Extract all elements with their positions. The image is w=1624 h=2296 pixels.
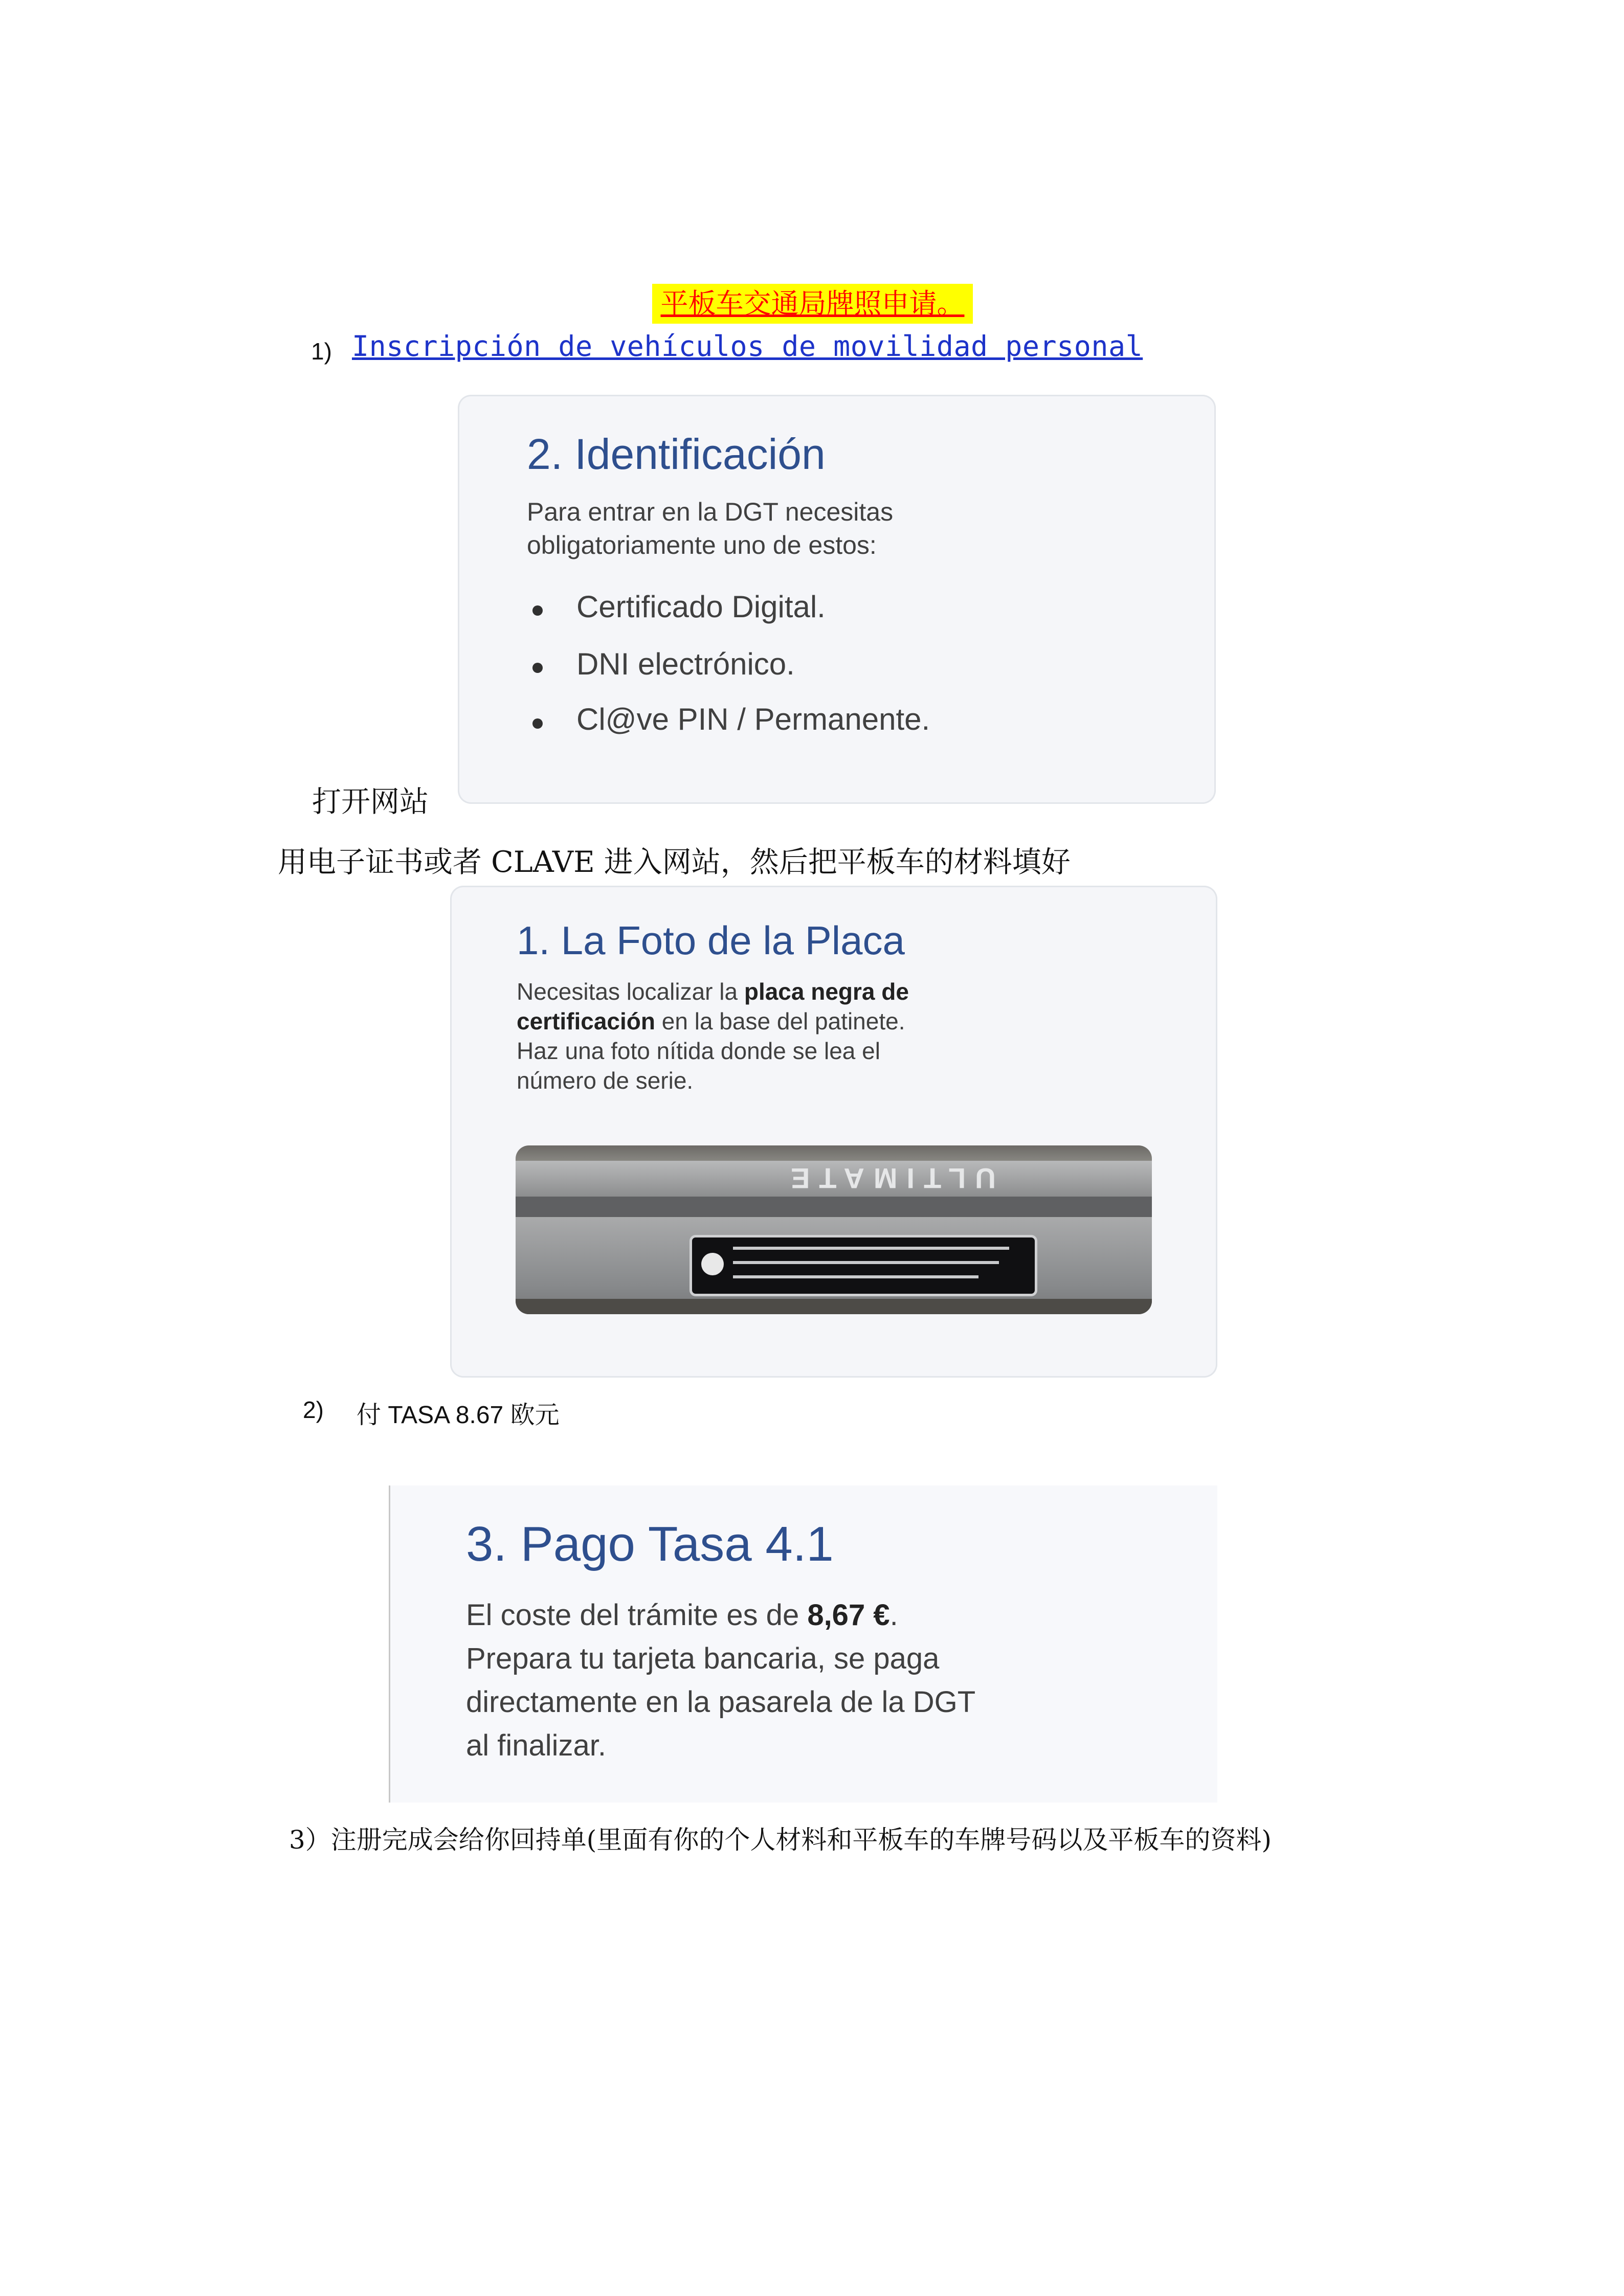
identificacion-heading: 2. Identificación bbox=[527, 430, 826, 478]
dgt-registration-link[interactable]: Inscripción de vehículos de movilidad personal bbox=[352, 330, 1143, 363]
pago-heading: 3. Pago Tasa 4.1 bbox=[466, 1517, 834, 1571]
identificacion-item-clave: Cl@ve PIN / Permanente. bbox=[576, 702, 930, 736]
pago-line-1: El coste del trámite es de 8,67 €. bbox=[466, 1599, 898, 1632]
certification-plate bbox=[689, 1235, 1037, 1296]
page-title: 平板车交通局牌照申请。 bbox=[652, 284, 973, 324]
open-site-label: 打开网站 bbox=[312, 785, 429, 819]
bullet-icon bbox=[532, 663, 543, 673]
foto-line-3: Haz una foto nítida donde se lea el bbox=[517, 1038, 880, 1064]
step1-number: 1) bbox=[311, 338, 332, 365]
foto-heading: 1. La Foto de la Placa bbox=[517, 918, 905, 963]
pago-line-3: directamente en la pasarela de la DGT bbox=[466, 1685, 976, 1719]
pago-line-2: Prepara tu tarjeta bancaria, se paga bbox=[466, 1642, 940, 1675]
step2-text: 付 TASA 8.67 欧元 bbox=[357, 1402, 560, 1429]
foto-line-1: Necesitas localizar la placa negra de bbox=[517, 978, 909, 1005]
identificacion-item-dni: DNI electrónico. bbox=[576, 647, 795, 681]
pago-line-4: al finalizar. bbox=[466, 1729, 607, 1762]
photo-brand-text: ULTIMATE bbox=[782, 1162, 996, 1195]
step1-instruction: 用电子证书或者 CLAVE 进入网站，然后把平板车的材料填好 bbox=[278, 845, 1071, 879]
foto-line-4: número de serie. bbox=[517, 1067, 694, 1094]
foto-line-2: certificación en la base del patinete. bbox=[517, 1008, 905, 1034]
pago-tasa-card bbox=[389, 1485, 1217, 1803]
identificacion-intro-2: obligatoriamente uno de estos: bbox=[527, 531, 877, 559]
identificacion-item-certificado: Certificado Digital. bbox=[576, 590, 826, 624]
identificacion-intro-1: Para entrar en la DGT necesitas bbox=[527, 498, 894, 526]
scooter-plate-photo bbox=[516, 1145, 1152, 1314]
step2-number: 2) bbox=[303, 1397, 324, 1423]
step3-text: 3）注册完成会给你回持单(里面有你的个人材料和平板车的车牌号码以及平板车的资料) bbox=[289, 1825, 1272, 1855]
foto-placa-card bbox=[450, 886, 1217, 1378]
bullet-icon bbox=[532, 718, 543, 729]
bullet-icon bbox=[532, 605, 543, 616]
identificacion-card bbox=[458, 395, 1216, 804]
